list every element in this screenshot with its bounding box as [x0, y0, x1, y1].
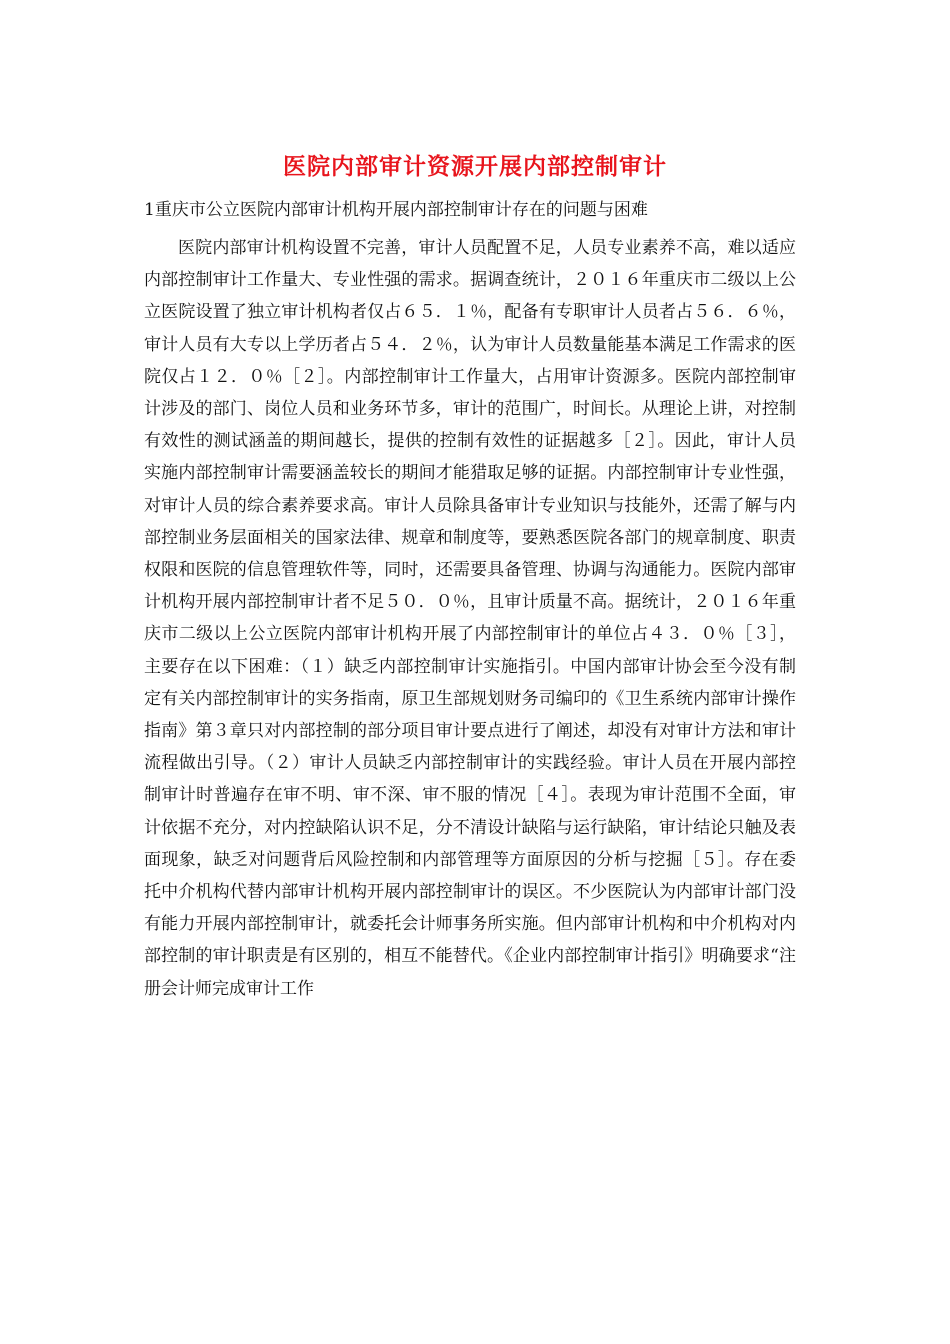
- document-title: 医院内部审计资源开展内部控制审计: [283, 154, 667, 180]
- section-heading: 1重庆市公立医院内部审计机构开展内部控制审计存在的问题与困难: [144, 200, 648, 220]
- body-paragraph: 医院内部审计机构设置不完善，审计人员配置不足，人员专业素养不高，难以适应内部控制审计工作量大、专业性强的需求。据调查统计，２０１６年重庆市二级以上公立医院设置了独立审计机构者仅占６５．１％，配备有专职审计人员者占５６．６％，审计人员有大专以上学历者占５４．２％，认为审计人员数量能基本满足工作需求的医院仅占１２．０％［２］。内部控制审计工作量大，占用审计资源多。医院内部控制审计涉及的部门、岗位人员和业务环节多，审计的范围广，时间长。从理论上讲，对控制有效性的测试涵盖的期间越长，提供的控制有效性的证据越多［２］。因此，审计人员实施内部控制审计需要涵盖较长的期间才能猎取足够的证据。内部控制审计专业性强，对审计人员的综合素养要求高。审计人员除具备审计专业知识与技能外，还需了解与内部控制业务层面相关的国家法律、规章和制度等，要熟悉医院各部门的规章制度、职责权限和医院的信息管理软件等，同时，还需要具备管理、协调与沟通能力。医院内部审计机构开展内部控制审计者不足５０．０％，且审计质量不高。据统计，２０１６年重庆市二级以上公立医院内部审计机构开展了内部控制审计的单位占４３．０％［３］，主要存在以下困难：（１）缺乏内部控制审计实施指引。中国内部审计协会至今没有制定有关内部控制审计的实务指南，原卫生部规划财务司编印的《卫生系统内部审计操作指南》第３章只对内部控制的部分项目审计要点进行了阐述，却没有对审计方法和审计流程做出引导。（２）审计人员缺乏内部控制审计的实践经验。审计人员在开展内部控制审计时普遍存在审不明、审不深、审不服的情况［４］。表现为审计范围不全面，审计依据不充分，对内控缺陷认识不足，分不清设计缺陷与运行缺陷，审计结论只触及表面现象，缺乏对问题背后风险控制和内部管理等方面原因的分析与挖掘［５］。存在委托中介机构代替内部审计机构开展内部控制审计的误区。不少医院认为内部审计部门没有能力开展内部控制审计，就委托会计师事务所实施。但内部审计机构和中介机构对内部控制的审计职责是有区别的，相互不能替代。《企业内部控制审计指引》明确要求“注册会计师完成审计工作: [144, 238, 796, 999]
